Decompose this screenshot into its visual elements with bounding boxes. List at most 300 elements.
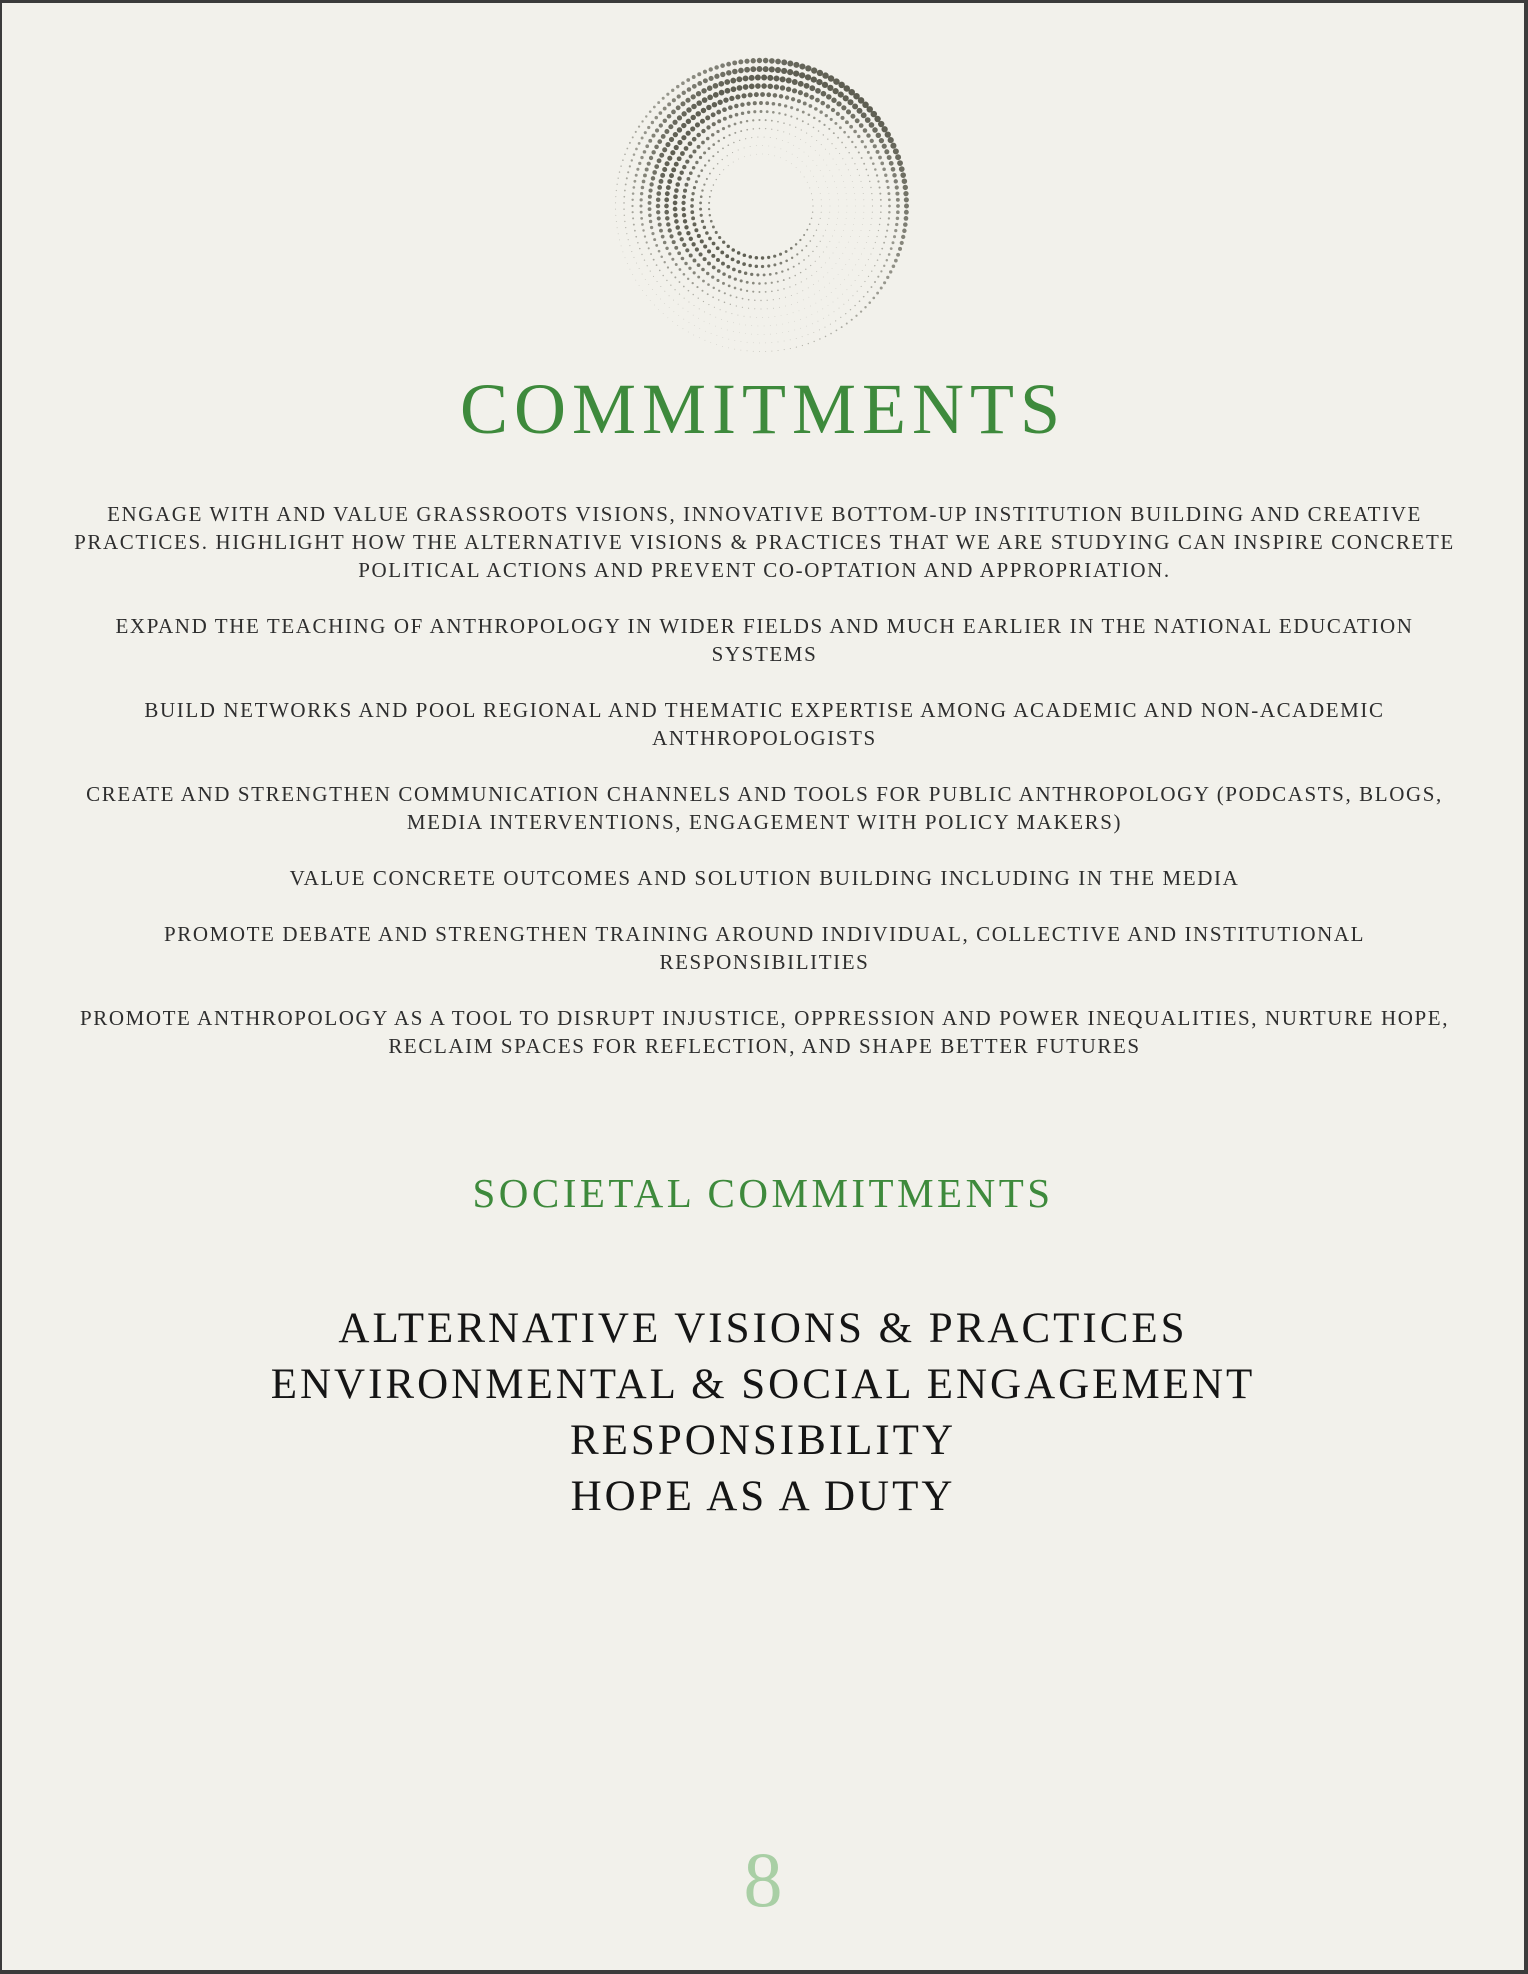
logo-dot xyxy=(665,216,670,221)
logo-dot xyxy=(742,298,744,300)
logo-dot xyxy=(868,301,871,304)
logo-dot xyxy=(625,183,627,185)
logo-dot xyxy=(737,85,743,91)
logo-dot xyxy=(689,154,693,158)
logo-dot xyxy=(903,222,908,227)
logo-dot xyxy=(701,268,705,272)
logo-dot xyxy=(744,147,745,148)
logo-dot xyxy=(712,102,717,107)
logo-dot xyxy=(651,232,654,235)
logo-dot xyxy=(672,98,676,102)
logo-dot xyxy=(816,246,817,247)
logo-dot xyxy=(695,247,699,251)
logo-dot xyxy=(713,83,719,89)
logo-dot xyxy=(836,164,837,165)
logo-dot xyxy=(834,311,835,312)
logo-dot xyxy=(752,282,755,285)
logo-dot xyxy=(767,300,768,301)
logo-dot xyxy=(688,301,689,302)
logo-dot xyxy=(794,321,795,322)
logo-dot xyxy=(682,243,686,247)
logo-dot xyxy=(732,60,737,65)
logo-dot xyxy=(723,169,724,170)
logo-dot xyxy=(822,82,828,88)
logo-dot xyxy=(649,110,652,113)
logo-dot xyxy=(799,72,805,78)
logo-dot xyxy=(805,65,811,71)
logo-dot xyxy=(852,230,853,231)
logo-dot xyxy=(648,139,652,143)
logo-dot xyxy=(877,180,879,182)
logo-dot xyxy=(845,313,846,314)
logo-dot xyxy=(631,199,633,201)
logo-dot xyxy=(705,231,709,235)
logo-dot xyxy=(818,130,820,132)
logo-dot xyxy=(686,107,691,112)
logo-dot xyxy=(711,254,715,258)
logo-dot xyxy=(750,66,756,72)
logo-dot xyxy=(803,101,807,105)
logo-dot xyxy=(850,309,851,310)
logo-dot xyxy=(827,224,828,225)
logo-dot xyxy=(815,261,816,262)
logo-dot xyxy=(835,148,836,149)
logo-dot xyxy=(777,121,779,123)
logo-dot xyxy=(685,248,689,252)
logo-dot xyxy=(734,104,738,108)
logo-dot xyxy=(812,314,813,315)
commitment-item: VALUE CONCRETE OUTCOMES AND SOLUTION BUILDING INCLUDING IN THE MEDIA xyxy=(289,866,1240,890)
logo-dot xyxy=(627,171,629,173)
logo-dot xyxy=(677,94,681,98)
logo-dot xyxy=(871,193,872,194)
logo-dot xyxy=(765,128,766,129)
logo-dot xyxy=(665,161,670,166)
logo-dot xyxy=(898,247,902,251)
logo-dot xyxy=(740,103,744,107)
logo-dot xyxy=(673,207,678,212)
logo-dot xyxy=(829,212,830,213)
logo-dot xyxy=(821,267,822,268)
logo-dot xyxy=(617,227,618,228)
commitment-item: BUILD NETWORKS AND POOL REGIONAL AND THEMATIC EXPERTISE AMONG ACADEMIC AND NON-ACADEMIC ANTHROPOLOGISTS xyxy=(144,698,1385,750)
page-number: 8 xyxy=(743,1836,783,1923)
logo-dot xyxy=(758,334,759,335)
logo-dot xyxy=(811,193,812,194)
logo-dot xyxy=(849,259,850,260)
logo-dot xyxy=(674,162,679,167)
theme-item: RESPONSIBILITY xyxy=(569,1417,957,1464)
logo-dot xyxy=(712,226,715,229)
logo-dot xyxy=(714,74,719,79)
logo-dot xyxy=(675,225,680,230)
logo-dot xyxy=(861,254,862,255)
logo-dot xyxy=(788,322,789,323)
logo-dot xyxy=(703,245,707,249)
logo-dot xyxy=(699,201,702,204)
logo-dot xyxy=(730,78,736,84)
logo-dot xyxy=(760,110,763,113)
logo-dot xyxy=(895,185,899,189)
logo-dot xyxy=(642,290,643,291)
logo-dot xyxy=(716,246,720,250)
logo-dot xyxy=(718,81,724,87)
logo-dot xyxy=(790,106,793,109)
logo-dot xyxy=(813,176,814,177)
logo-dot xyxy=(771,129,772,130)
logo-dot xyxy=(819,329,820,330)
logo-dot xyxy=(854,193,855,194)
logo-dot xyxy=(836,247,837,248)
logo-dot xyxy=(771,342,772,343)
logo-dot xyxy=(734,287,737,290)
logo-dot xyxy=(659,153,664,158)
logo-dot xyxy=(770,334,771,335)
logo-dot xyxy=(811,217,813,219)
logo-dot xyxy=(828,315,829,316)
logo-dot xyxy=(858,275,859,276)
logo-dot xyxy=(845,164,846,165)
logo-dot xyxy=(656,198,661,203)
logo-dot xyxy=(819,110,822,113)
logo-dot xyxy=(792,79,798,85)
logo-dot xyxy=(867,175,869,177)
logo-dot xyxy=(635,236,637,238)
logo-dot xyxy=(819,290,820,291)
logo-dot xyxy=(823,318,824,319)
logo-dot xyxy=(848,242,849,243)
logo-dot xyxy=(616,190,617,191)
logo-dot xyxy=(663,313,664,314)
logo-dot xyxy=(780,85,785,90)
logo-dot xyxy=(828,128,830,130)
logo-dot xyxy=(682,165,686,169)
logo-dot xyxy=(855,315,857,317)
logo-dot xyxy=(650,271,651,272)
logo-dot xyxy=(756,66,762,72)
logo-dot xyxy=(677,156,682,161)
logo-dot xyxy=(709,323,710,324)
logo-dot xyxy=(873,248,874,249)
logo-dot xyxy=(813,127,815,129)
logo-dot xyxy=(781,270,783,272)
logo-dot xyxy=(701,88,706,93)
logo-dot xyxy=(618,178,619,179)
logo-dot xyxy=(708,202,710,204)
logo-dot xyxy=(751,58,756,63)
logo-dot xyxy=(838,212,839,213)
logo-dot xyxy=(785,250,788,253)
logo-dot xyxy=(846,199,847,200)
logo-dot xyxy=(632,211,634,213)
logo-dot xyxy=(897,160,903,166)
logo-dot xyxy=(706,105,711,110)
logo-dot xyxy=(616,184,617,185)
logo-dot xyxy=(838,274,839,275)
logo-dot xyxy=(666,93,669,96)
logo-dot xyxy=(645,144,649,148)
logo-dot xyxy=(880,218,882,220)
logo-dot xyxy=(684,298,685,299)
logo-dot xyxy=(821,300,822,301)
logo-dot xyxy=(733,331,734,332)
logo-dot xyxy=(681,201,685,205)
logo-dot xyxy=(691,192,694,195)
logo-dot xyxy=(793,145,794,146)
logo-dot xyxy=(656,191,661,196)
logo-dot xyxy=(838,298,839,299)
logo-dot xyxy=(851,285,852,286)
logo-dot xyxy=(615,202,616,203)
logo-dot xyxy=(683,286,685,288)
logo-dot xyxy=(671,258,674,261)
logo-dot xyxy=(753,351,754,352)
logo-dot xyxy=(641,254,642,255)
logo-dot xyxy=(667,179,672,184)
logo-dot xyxy=(801,281,802,282)
logo-dot xyxy=(703,78,708,83)
logo-dot xyxy=(765,343,766,344)
logo-dot xyxy=(868,259,869,260)
logo-dot xyxy=(854,218,855,219)
logo-dot xyxy=(833,253,834,254)
logo-dot xyxy=(794,330,795,331)
logo-dot xyxy=(793,266,795,268)
logo-dot xyxy=(707,283,710,286)
logo-dot xyxy=(666,222,670,226)
logo-dot xyxy=(685,160,689,164)
logo-dot xyxy=(695,161,698,164)
logo-dot xyxy=(815,88,821,94)
logo-dot xyxy=(798,81,804,87)
logo-dot xyxy=(732,268,736,272)
logo-dot xyxy=(820,241,821,242)
logo-dot xyxy=(855,264,856,265)
logo-dot xyxy=(691,198,695,202)
logo-dot xyxy=(813,160,814,161)
logo-dot xyxy=(711,112,716,117)
logo-dot xyxy=(887,223,889,225)
logo-dot xyxy=(884,174,887,177)
logo-dot xyxy=(716,344,717,345)
logo-dot xyxy=(701,141,705,145)
logo-dot xyxy=(718,290,720,292)
logo-dot xyxy=(764,334,765,335)
logo-dot xyxy=(834,122,837,125)
logo-dot xyxy=(712,296,714,298)
logo-dot xyxy=(773,263,776,266)
logo-dot xyxy=(654,305,655,306)
logo-dot xyxy=(741,93,746,98)
logo-dot xyxy=(779,253,782,256)
logo-dot xyxy=(858,151,860,153)
logo-dot xyxy=(821,91,827,97)
logo-dot xyxy=(649,182,653,186)
logo-dot xyxy=(782,140,783,141)
logo-dot xyxy=(800,319,801,320)
logo-dot xyxy=(811,76,817,82)
logo-dot xyxy=(796,167,797,168)
logo-dot xyxy=(721,319,722,320)
logo-dot xyxy=(771,351,772,352)
logo-dot xyxy=(843,181,844,182)
logo-dot xyxy=(656,294,657,295)
logo-dot xyxy=(886,259,888,261)
logo-dot xyxy=(904,216,909,221)
logo-dot xyxy=(855,199,856,200)
logo-dot xyxy=(846,212,847,213)
logo-dot xyxy=(838,199,839,200)
logo-dot xyxy=(854,305,855,306)
logo-dot xyxy=(803,259,805,261)
logo-dot xyxy=(785,297,786,298)
logo-dot xyxy=(696,91,701,96)
logo-dot xyxy=(904,197,909,202)
logo-dot xyxy=(823,160,824,161)
logo-dot xyxy=(871,218,872,219)
logo-dot xyxy=(883,265,885,267)
logo-dot xyxy=(639,285,640,286)
logo-dot xyxy=(868,276,869,277)
logo-dot xyxy=(865,117,871,123)
logo-dot xyxy=(760,300,761,301)
logo-dot xyxy=(745,333,746,334)
logo-dot xyxy=(683,308,684,309)
logo-dot xyxy=(826,247,827,248)
logo-dot xyxy=(785,259,788,262)
logo-dot xyxy=(626,177,628,179)
logo-dot xyxy=(833,278,834,279)
logo-dot xyxy=(653,276,654,277)
logo-dot xyxy=(681,207,685,211)
logo-dot xyxy=(893,148,899,154)
logo-dot xyxy=(692,75,696,79)
logo-dot xyxy=(728,339,729,340)
logo-dot xyxy=(828,305,829,306)
logo-dot xyxy=(694,325,695,326)
logo-dot xyxy=(779,298,780,299)
logo-dot xyxy=(682,213,686,217)
logo-dot xyxy=(638,126,640,128)
logo-dot xyxy=(894,229,897,232)
logo-dot xyxy=(805,74,811,80)
logo-dot xyxy=(900,172,906,178)
logo-dot xyxy=(771,282,773,284)
logo-dot xyxy=(731,258,735,262)
logo-dot xyxy=(778,103,781,106)
logo-dot xyxy=(845,120,849,124)
logo-dot xyxy=(740,279,743,282)
logo-dot xyxy=(827,272,828,273)
logo-dot xyxy=(759,343,760,344)
logo-dot xyxy=(643,150,647,154)
logo-dot xyxy=(685,98,690,103)
logo-dot xyxy=(708,147,711,150)
logo-dot xyxy=(746,102,750,106)
logo-dot xyxy=(748,93,753,98)
logo-dot xyxy=(857,291,858,292)
logo-dot xyxy=(812,199,813,200)
logo-dot xyxy=(690,126,695,131)
logo-dot xyxy=(693,315,694,316)
logo-dot xyxy=(750,146,751,147)
logo-dot xyxy=(828,218,829,219)
logo-dot xyxy=(896,198,900,202)
logo-dot xyxy=(831,108,835,112)
logo-dot xyxy=(693,222,697,226)
logo-dot xyxy=(648,247,650,249)
logo-dot xyxy=(797,99,801,103)
logo-dot xyxy=(838,206,839,207)
logo-dot xyxy=(872,205,873,206)
logo-dot xyxy=(838,92,844,98)
logo-dot xyxy=(806,278,807,279)
logo-dot xyxy=(745,325,746,326)
logo-dot xyxy=(694,305,695,306)
logo-dot xyxy=(673,194,678,199)
logo-dot xyxy=(764,282,766,284)
logo-dot xyxy=(806,245,808,247)
logo-dot xyxy=(835,320,836,321)
logo-dot xyxy=(758,119,760,121)
logo-dot xyxy=(833,159,834,160)
logo-dot xyxy=(825,114,828,117)
logo-dot xyxy=(745,138,746,139)
logo-dot xyxy=(703,301,704,302)
logo-dot xyxy=(668,124,673,129)
logo-dot xyxy=(664,303,665,304)
logo-dot xyxy=(689,171,693,175)
logo-dot xyxy=(681,123,686,128)
logo-dot xyxy=(886,276,889,279)
logo-dot xyxy=(761,309,762,310)
logo-dot xyxy=(879,138,884,143)
logo-dot xyxy=(870,224,871,225)
logo-dot xyxy=(674,219,679,224)
logo-dot xyxy=(677,231,681,235)
logo-dot xyxy=(888,137,894,143)
logo-dot xyxy=(823,134,824,135)
logo-dot xyxy=(819,256,820,257)
logo-dot xyxy=(748,264,752,268)
logo-dot xyxy=(739,324,740,325)
logo-dot xyxy=(734,340,735,341)
logo-dot xyxy=(845,224,846,225)
logo-dot xyxy=(658,309,659,310)
logo-dot xyxy=(659,179,664,184)
logo-dot xyxy=(861,230,862,231)
logo-dot xyxy=(765,291,767,293)
logo-dot xyxy=(877,276,879,278)
logo-dot xyxy=(873,144,877,148)
logo-dot xyxy=(836,101,841,106)
logo-dot xyxy=(815,150,816,151)
logo-dot xyxy=(744,272,747,275)
logo-dot xyxy=(864,306,866,308)
logo-dot xyxy=(774,84,779,89)
logo-dot xyxy=(756,154,757,155)
logo-dot xyxy=(839,170,840,171)
logo-dot xyxy=(830,118,833,121)
logo-dot xyxy=(682,195,686,199)
logo-dot xyxy=(759,128,760,129)
logo-dot xyxy=(752,119,754,121)
logo-dot xyxy=(690,204,694,208)
logo-dot xyxy=(743,84,749,90)
logo-dot xyxy=(888,253,891,256)
logo-dot xyxy=(883,242,885,244)
logo-dot xyxy=(807,182,808,183)
